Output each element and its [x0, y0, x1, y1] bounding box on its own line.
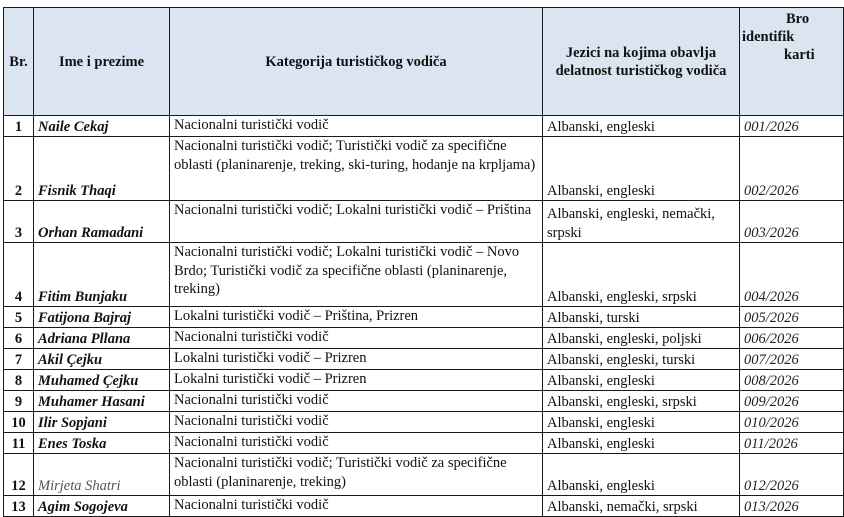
guide-languages: Albanski, engleski — [543, 116, 740, 137]
row-number: 1 — [4, 116, 34, 137]
row-number: 4 — [4, 243, 34, 307]
header-card-line1: Bro — [786, 11, 810, 27]
table-row — [4, 137, 844, 201]
id-card-number: 003/2026 — [740, 201, 844, 243]
id-card-number: 005/2026 — [740, 307, 844, 328]
id-card-number: 012/2026 — [740, 454, 844, 496]
guide-category: Lokalni turistički vodič – Prizren — [170, 349, 543, 370]
guide-category: Lokalni turistički vodič – Prizren — [170, 370, 543, 391]
guide-name: Enes Toska — [34, 433, 170, 454]
guide-category: Nacionalni turistički vodič — [170, 116, 543, 137]
guide-name: Fitim Bunjaku — [34, 243, 170, 307]
id-card-number: 008/2026 — [740, 370, 844, 391]
guide-languages: Albanski, engleski, turski — [543, 349, 740, 370]
guide-languages: Albanski, turski — [543, 307, 740, 328]
guide-category: Nacionalni turistički vodič; Turistički vodič za specifične oblasti (planinarenje, treking, ski-turing, hodanje na krpljama) — [170, 137, 543, 201]
row-number: 6 — [4, 328, 34, 349]
guide-languages: Albanski, engleski, poljski — [543, 328, 740, 349]
guide-languages: Albanski, engleski, nemački, srpski — [543, 201, 740, 243]
table-row — [4, 201, 844, 243]
guide-category: Lokalni turistički vodič – Priština, Prizren — [170, 307, 543, 328]
table-row — [4, 454, 844, 496]
guide-name: Agim Sogojeva — [34, 496, 170, 517]
table-row — [4, 116, 844, 137]
guide-name: Mirjeta Shatri — [34, 454, 170, 496]
guide-category: Nacionalni turistički vodič; Turistički vodič za specifične oblasti (planinarenje, treking) — [170, 454, 543, 496]
guide-category: Nacionalni turistički vodič; Lokalni turistički vodič – Priština — [170, 201, 543, 243]
guide-name: Adriana Pllana — [34, 328, 170, 349]
table-row — [4, 243, 844, 307]
id-card-number: 006/2026 — [740, 328, 844, 349]
row-number: 5 — [4, 307, 34, 328]
table-row — [4, 433, 844, 454]
guide-category: Nacionalni turistički vodič — [170, 496, 543, 517]
guide-category: Nacionalni turistički vodič; Lokalni turistički vodič – Novo Brdo; Turistički vodič za specifične oblasti (planinarenje, treking) — [170, 243, 543, 307]
guide-name: Ilir Sopjani — [34, 412, 170, 433]
header-card — [740, 8, 844, 116]
guide-name: Fatijona Bajraj — [34, 307, 170, 328]
header-languages — [543, 8, 740, 116]
guide-languages: Albanski, engleski — [543, 137, 740, 201]
guide-category: Nacionalni turistički vodič — [170, 433, 543, 454]
tourist-guides-table — [3, 7, 844, 517]
row-number: 12 — [4, 454, 34, 496]
row-number: 10 — [4, 412, 34, 433]
guide-name: Fisnik Thaqi — [34, 137, 170, 201]
row-number: 11 — [4, 433, 34, 454]
table-body — [4, 116, 844, 517]
id-card-number: 007/2026 — [740, 349, 844, 370]
guide-name: Muhamer Hasani — [34, 391, 170, 412]
id-card-number: 001/2026 — [740, 116, 844, 137]
id-card-number: 009/2026 — [740, 391, 844, 412]
guide-languages: Albanski, engleski, srpski — [543, 391, 740, 412]
row-number: 2 — [4, 137, 34, 201]
guide-name: Akil Çejku — [34, 349, 170, 370]
row-number: 3 — [4, 201, 34, 243]
id-card-number: 011/2026 — [740, 433, 844, 454]
table-header-row — [4, 8, 844, 116]
table-row — [4, 412, 844, 433]
header-card-line3: karti — [784, 47, 815, 63]
header-languages-line1: Jezici na kojima obavlja — [565, 44, 717, 61]
header-category: Kategorija turističkog vodiča — [170, 8, 543, 116]
guide-languages: Albanski, engleski — [543, 454, 740, 496]
id-card-number: 013/2026 — [740, 496, 844, 517]
table-row — [4, 328, 844, 349]
guide-name: Muhamed Çejku — [34, 370, 170, 391]
header-card-line2: identifik — [742, 29, 795, 45]
guide-category: Nacionalni turistički vodič — [170, 391, 543, 412]
id-card-number: 004/2026 — [740, 243, 844, 307]
guide-languages: Albanski, engleski — [543, 433, 740, 454]
guide-category: Nacionalni turistički vodič — [170, 328, 543, 349]
guide-category: Nacionalni turistički vodič — [170, 412, 543, 433]
table-row — [4, 307, 844, 328]
row-number: 9 — [4, 391, 34, 412]
id-card-number: 010/2026 — [740, 412, 844, 433]
row-number: 7 — [4, 349, 34, 370]
table-row — [4, 349, 844, 370]
table-row — [4, 391, 844, 412]
guide-languages: Albanski, engleski, srpski — [543, 243, 740, 307]
header-name: Ime i prezime — [34, 8, 170, 116]
guide-name: Naile Cekaj — [34, 116, 170, 137]
guide-languages: Albanski, engleski — [543, 370, 740, 391]
table-row — [4, 370, 844, 391]
row-number: 13 — [4, 496, 34, 517]
row-number: 8 — [4, 370, 34, 391]
guide-name: Orhan Ramadani — [34, 201, 170, 243]
table-row — [4, 496, 844, 517]
guide-languages: Albanski, nemački, srpski — [543, 496, 740, 517]
guide-languages: Albanski, engleski — [543, 412, 740, 433]
header-languages-line2: delatnost turističkog vodiča — [555, 62, 727, 79]
header-br: Br. — [4, 8, 34, 116]
id-card-number: 002/2026 — [740, 137, 844, 201]
